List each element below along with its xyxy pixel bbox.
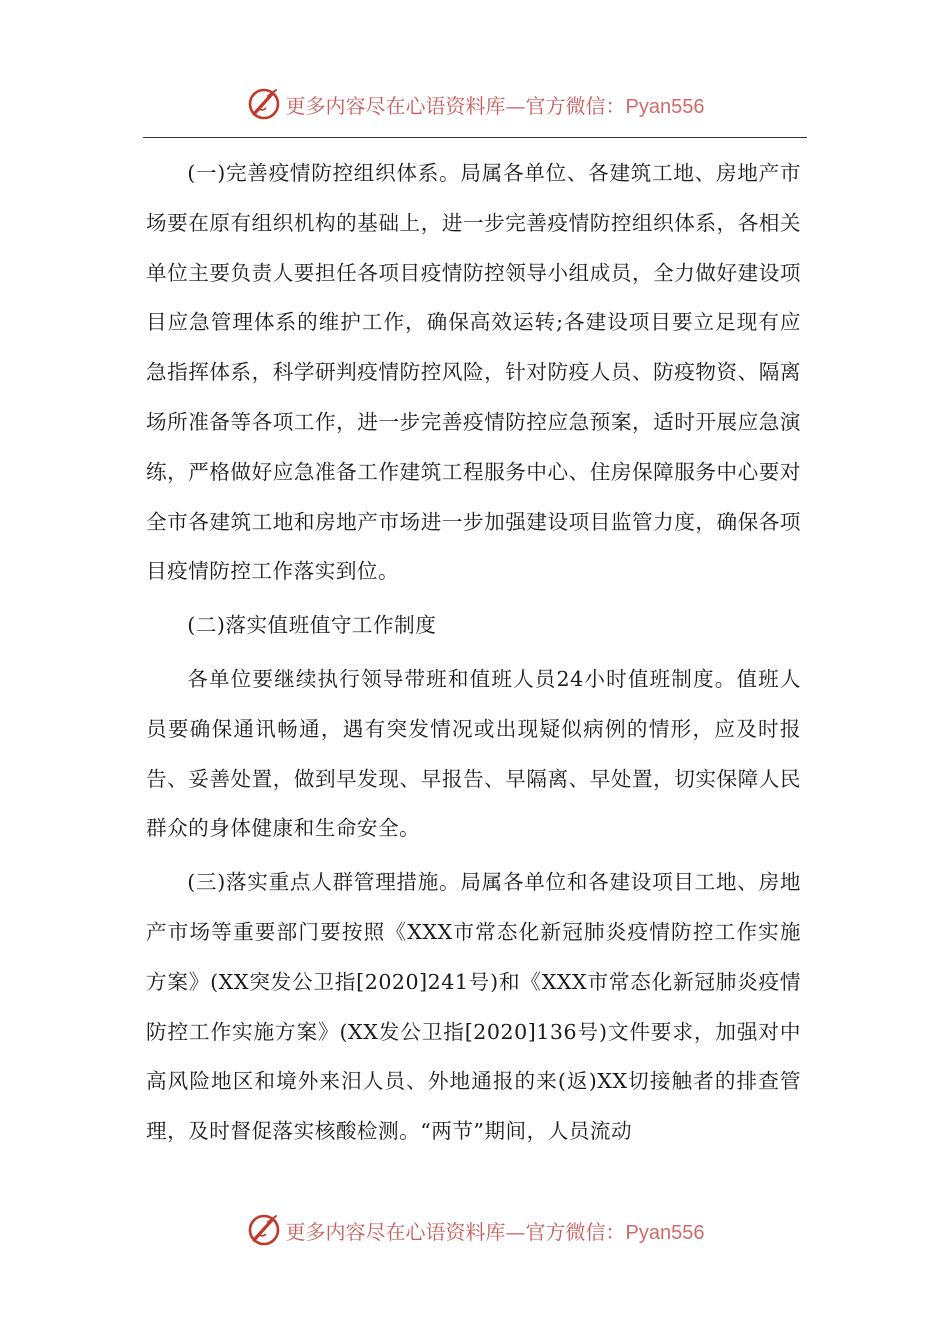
paragraph-1: (一)完善疫情防控组织体系。局属各单位、各建筑工地、房地产市场要在原有组织机构的基础上，进一步完善疫情防控组织体系，各相关单位主要负责人要担任各项目疫情防控领导小组成员，全力做好建设项目应急管理体系的维护工作，确保高效运转;各建设项目要立足现有应急指挥体系，科学研判疫情防控风险，针对防疫人员、防疫物资、隔离场所准备等各项工作，进一步完善疫情防控应急预案，适时开展应急演练，严格做好应急准备工作建筑工程服务中心、住房保障服务中心要对全市各建筑工地和房地产市场进一步加强建设项目监管力度，确保各项目疫情防控工作落实到位。 (146, 161, 801, 584)
brush-logo-icon (246, 86, 282, 122)
footer-banner (0, 1210, 950, 1250)
paragraph-4: (三)落实重点人群管理措施。局属各单位和各建设项目工地、房地产市场等重要部门要按照《XXX市常态化新冠肺炎疫情防控工作实施方案》(XX突发公卫指[2020]241号)和《XXX市常态化新冠肺炎疫情防控工作实施方案》(XX发公卫指[2020]136号)文件要求，加强对中高风险地区和境外来汨人员、外地通报的来(返)XX切接触者的排查管理，及时督促落实核酸检测。“两节”期间，人员流动 (146, 870, 801, 1144)
paragraph-3: 各单位要继续执行领导带班和值班人员24小时值班制度。值班人员要确保通讯畅通，遇有突发情况或出现疑似病例的情形，应及时报告、妥善处置，做到早发现、早报告、早隔离、早处置，切实保障人民群众的身体健康和生命安全。 (146, 666, 801, 841)
brush-logo-icon (246, 1212, 282, 1248)
banner-text: 更多内容尽在心语资料库—官方微信：Pyan556 (285, 1219, 705, 1244)
document-body (146, 149, 801, 1157)
wechat-handle: Pyan556 (625, 1221, 705, 1244)
header-divider (143, 137, 807, 138)
banner-text: 更多内容尽在心语资料库—官方微信：Pyan556 (285, 93, 705, 118)
header-banner (0, 84, 950, 124)
wechat-handle: Pyan556 (625, 95, 705, 118)
paragraph-2-heading: (二)落实值班值守工作制度 (187, 613, 437, 638)
